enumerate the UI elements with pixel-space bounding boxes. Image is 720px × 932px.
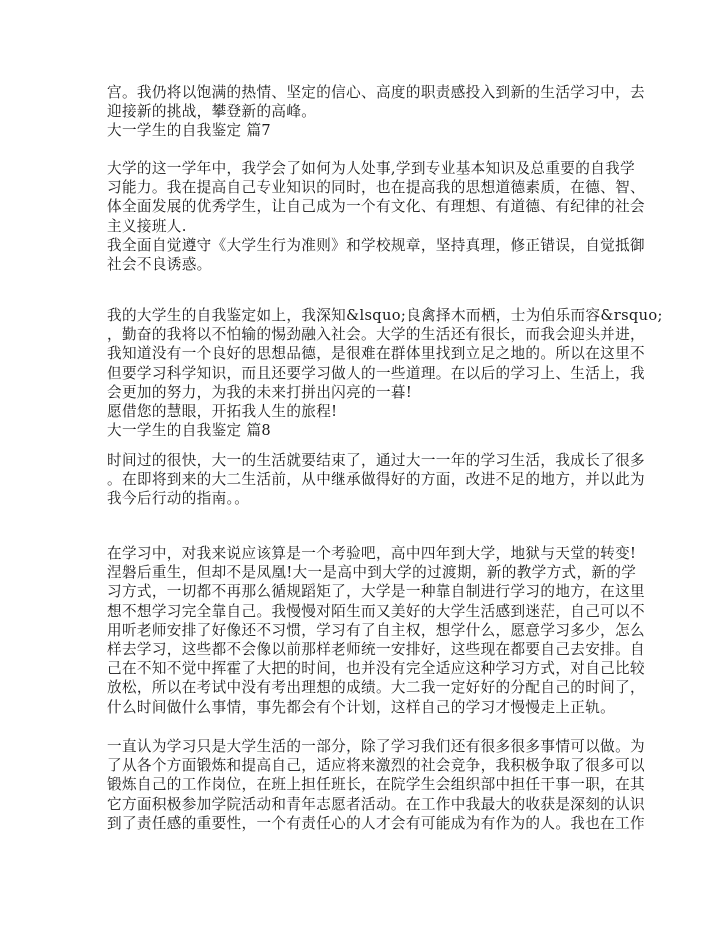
text-line: 了从各个方面锻炼和提高自己，适应将来激烈的社会竞争，我积极争取了很多可以 <box>107 757 645 775</box>
text-line: 宫。我仍将以饱满的热情、坚定的信心、高度的职责感投入到新的生活学习中，去 <box>107 84 645 101</box>
paragraph-3 <box>107 306 663 440</box>
text-line: 迎接新的挑战，攀登新的高峰。 <box>107 103 317 121</box>
text-line: 大学的这一学年中，我学会了如何为人处事,学到专业基本知识及总重要的自我学 <box>107 160 636 177</box>
text-line: 我今后行动的指南。。 <box>107 490 250 508</box>
paragraph-6 <box>107 737 645 833</box>
text-line: 它方面积极参加学院活动和青年志愿者活动。在工作中我最大的收获是深刻的认识 <box>107 795 645 813</box>
text-line: 体全面发展的优秀学生，让自己成为一个有文化、有理想、有道德、有纪律的社会 <box>107 198 645 216</box>
text-line: 会更加的努力，为我的未来打拼出闪亮的一暮! <box>107 383 413 401</box>
paragraph-2 <box>107 159 645 274</box>
text-line: 时间过的很快，大一的生活就要结束了，通过大一一年的学习生活，我成长了很多 <box>107 452 645 469</box>
text-line: 什么时间做什么事情，事先都会有个计划，这样自己的学习才慢慢走上正轨。 <box>107 698 616 716</box>
section-heading: 大一学生的自我鉴定 篇8 <box>107 422 272 440</box>
text-line: 社会不良诱惑。 <box>107 255 212 273</box>
text-line: 在学习中，对我来说应该算是一个考验吧，高中四年到大学，地狱与天堂的转变! <box>107 545 637 562</box>
text-line: 但要学习科学知识，而且还要学习做人的一些道理。在以后的学习上、生活上，我 <box>107 364 645 382</box>
text-line: 我的大学生的自我鉴定如上，我深知&lsquo;良禽择木而栖，士为伯乐而容&rsquo; <box>107 307 663 324</box>
text-line: 想不想学习完全靠自己。我慢慢对陌生而又美好的大学生活感到迷茫，自己可以不 <box>107 602 645 620</box>
text-line: 用听老师安排了好像还不习惯，学习有了自主权，想学什么，愿意学习多少，怎么 <box>107 621 645 639</box>
text-line: 习方式，一切都不再那么循规蹈矩了，大学是一种靠自制进行学习的地方，在这里 <box>107 583 645 601</box>
paragraph-4 <box>107 451 645 509</box>
text-line: ，勤奋的我将以不怕输的惕劲融入社会。大学的生活还有很长，而我会迎头并进， <box>107 326 645 344</box>
text-line: 一直认为学习只是大学生活的一部分，除了学习我们还有很多很多事情可以做。为 <box>107 738 645 755</box>
text-line: 样去学习，这些都不会像以前那样老师统一安排好，这些现在都要自己去安排。自 <box>107 640 645 658</box>
text-line: 习能力。我在提高自己专业知识的同时，也在提高我的思想道德素质，在德、智、 <box>107 179 645 197</box>
text-line: 己在不知不觉中挥霍了大把的时间，也并没有完全适应这种学习方式，对自己比较 <box>107 660 645 678</box>
text-line: 涅磐后重生，但却不是凤凰!大一是高中到大学的过渡期，新的教学方式，新的学 <box>107 564 637 582</box>
section-heading: 大一学生的自我鉴定 篇7 <box>107 122 272 140</box>
paragraph-5 <box>107 544 645 717</box>
text-line: 。在即将到来的大二生活前，从中继承做得好的方面，改进不足的地方，并以此为 <box>107 471 645 489</box>
text-line: 到了责任感的重要性，一个有责任心的人才会有可能成为有作为的人。我也在工作 <box>107 814 645 832</box>
text-line: 我全面自觉遵守《大学生行为准则》和学校规章，坚持真理，修正错误，自觉抵御 <box>107 236 645 254</box>
text-line: 我知道没有一个良好的思想品德，是很难在群体里找到立足之地的。所以在这里不 <box>107 345 645 363</box>
text-line: 锻炼自己的工作岗位，在班上担任班长，在院学生会组织部中担任干事一职，在其 <box>107 776 645 794</box>
text-line: 主义接班人. <box>107 217 187 235</box>
text-line: 放松，所以在考试中没有考出理想的成绩。大二我一定好好的分配自己的时间了， <box>107 679 645 697</box>
paragraph-1 <box>107 83 645 141</box>
text-line: 愿借您的慧眼，开拓我人生的旅程! <box>107 402 338 420</box>
